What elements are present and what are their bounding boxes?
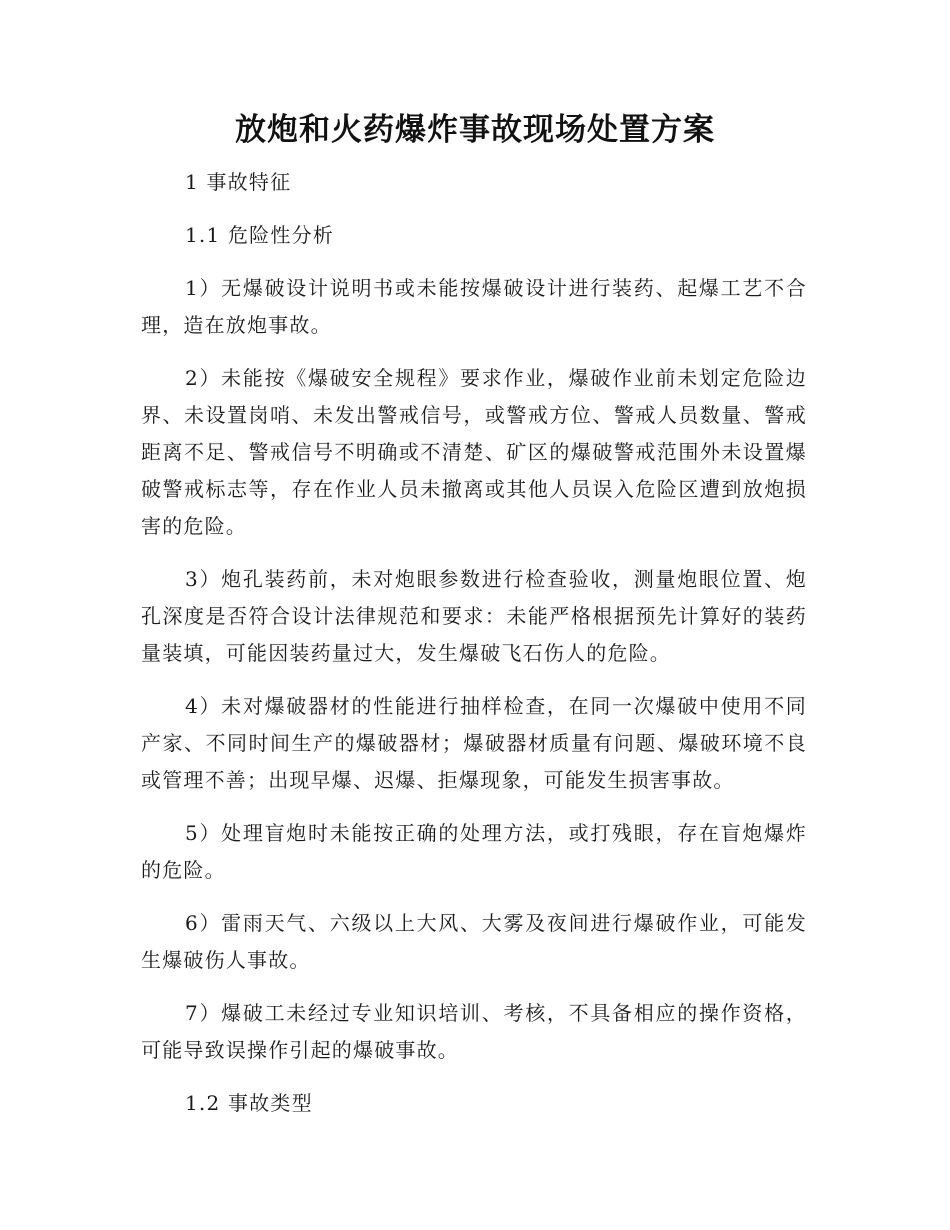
paragraph: 5）处理盲炮时未能按正确的处理方法，或打残眼，存在盲炮爆炸的危险。 xyxy=(141,821,807,882)
document-title: 放炮和火药爆炸事故现场处置方案 xyxy=(235,112,715,148)
paragraph: 3）炮孔装药前，未对炮眼参数进行检查验收，测量炮眼位置、炮孔深度是否符合设计法律规范和要求：未能严格根据预先计算好的装药量装填，可能因装药量过大，发生爆破飞石伤人的危险。 xyxy=(141,567,807,665)
paragraph: 2）未能按《爆破安全规程》要求作业，爆破作业前未划定危险边界、未设置岗哨、未发出警戒信号，或警戒方位、警戒人员数量、警戒距离不足、警戒信号不明确或不清楚、矿区的爆破警戒范围外未设置爆破警戒标志等，存在作业人员未撤离或其他人员误入危险区遭到放炮损害的危险。 xyxy=(141,366,807,538)
document-body xyxy=(141,164,807,1138)
paragraph: 6）雷雨天气、六级以上大风、大雾及夜间进行爆破作业，可能发生爆破伤人事故。 xyxy=(141,911,807,972)
paragraph: 7）爆破工未经过专业知识培训、考核，不具备相应的操作资格，可能导致误操作引起的爆破事故。 xyxy=(141,1001,807,1062)
paragraph: 1）无爆破设计说明书或未能按爆破设计进行装药、起爆工艺不合理，造在放炮事故。 xyxy=(141,276,807,337)
section-heading-1-1: 1.1 危险性分析 xyxy=(185,223,334,247)
paragraph: 4）未对爆破器材的性能进行抽样检查，在同一次爆破中使用不同产家、不同时间生产的爆破器材；爆破器材质量有问题、爆破环境不良或管理不善；出现早爆、迟爆、拒爆现象，可能发生损害事故。 xyxy=(141,694,807,792)
section-heading-1-2: 1.2 事故类型 xyxy=(185,1091,313,1115)
section-heading-1: 1 事故特征 xyxy=(185,170,292,194)
